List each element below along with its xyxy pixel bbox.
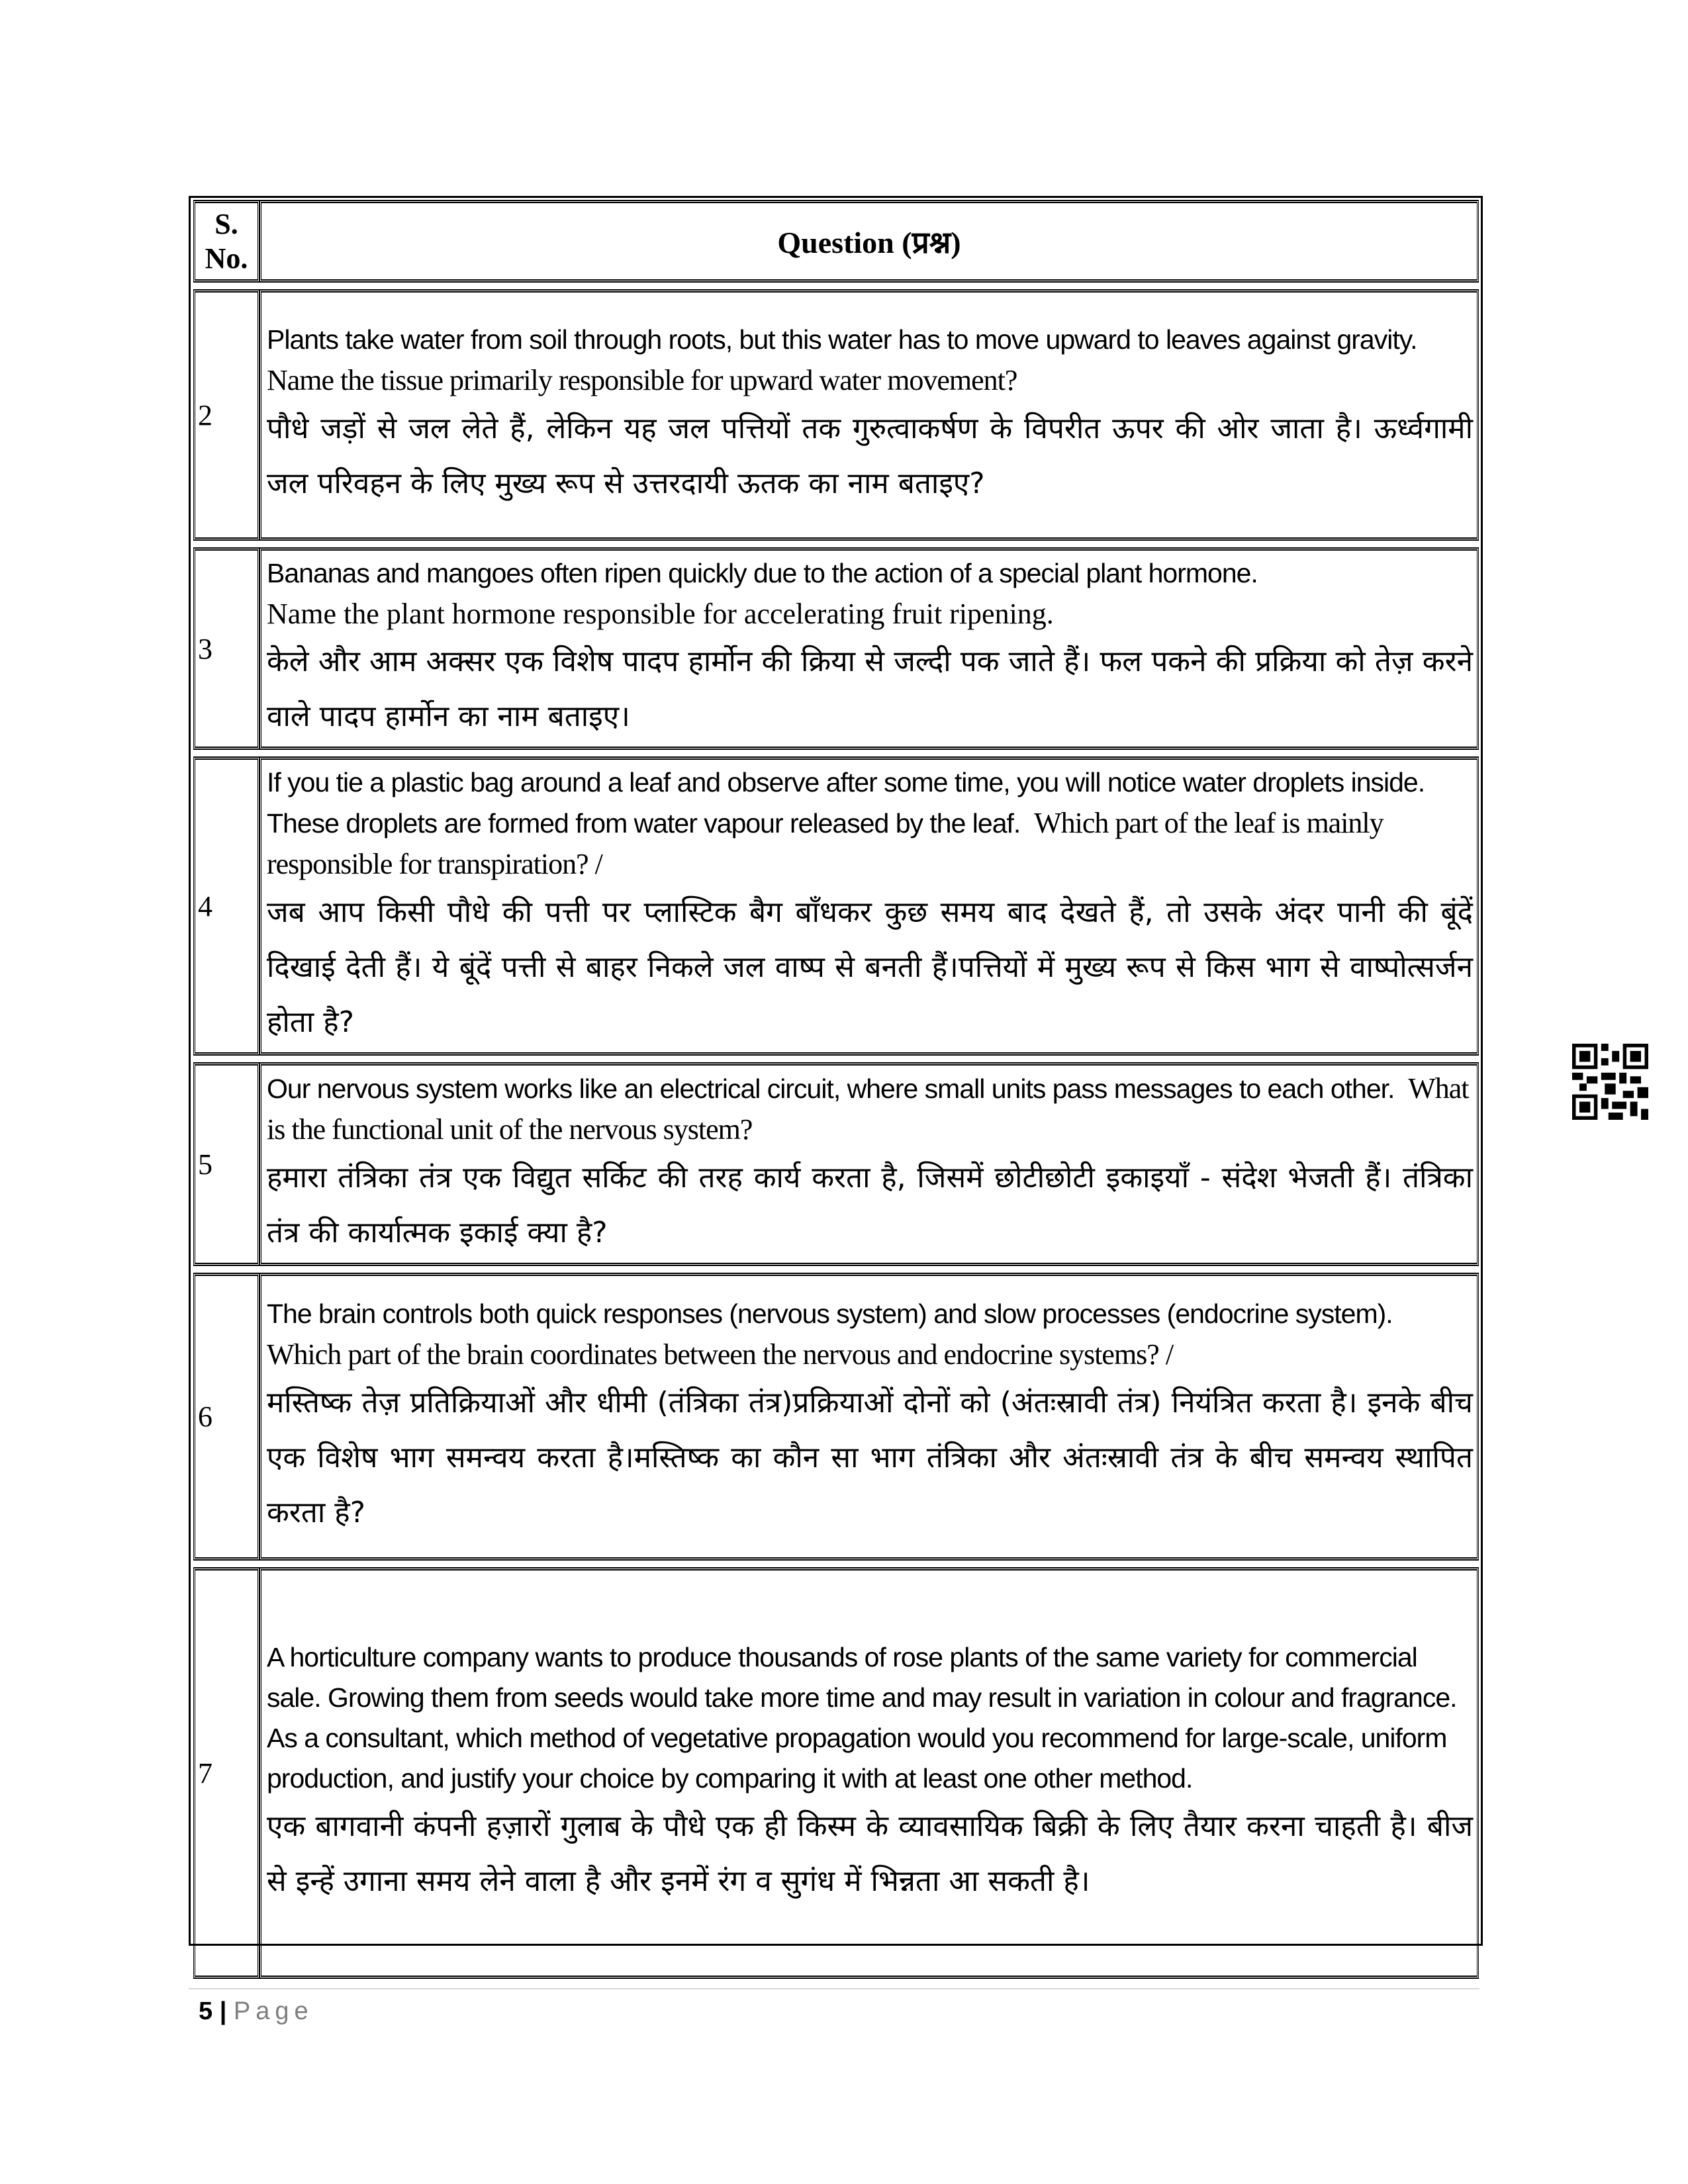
question-text <box>259 1062 1479 1266</box>
table-row <box>193 547 1479 750</box>
table-row <box>193 1567 1479 1979</box>
question-text <box>259 1273 1479 1561</box>
question-english: Our nervous system works like an electrical circuit, where small units pass messages to each other. What is the functional unit of the nervous system? <box>267 1072 1469 1146</box>
question-hindi: मस्तिष्क तेज़ प्रतिक्रियाओं और धीमी (तंत्रिका तंत्र)प्रक्रियाओं दोनों को (अंतःस्रावी तंत्र) नियंत्रित करता है। इनके बीच एक विशेष भाग समन्वय करता है।मस्तिष्क का कौन सा भाग तंत्रिका और अंतःस्रावी तंत्र के बीच समन्वय स्थापित करता है? <box>267 1385 1473 1529</box>
question-english: If you tie a plastic bag around a leaf and observe after some time, you will notice water droplets inside. These droplets are formed from water vapour released by the leaf. Which part of the leaf is mainly responsible for transpiration? / <box>267 767 1425 880</box>
question-text <box>259 1567 1479 1979</box>
question-text <box>259 289 1479 541</box>
question-english-2: As a consultant, which method of vegetative propagation would you recommend for large-scale, uniform production, and justify your choice by comparing it with at least one other method. <box>267 1723 1447 1794</box>
question-english: Bananas and mangoes often ripen quickly due to the action of a special plant hormone. <box>267 558 1258 588</box>
footer-separator: | <box>219 1997 227 2025</box>
question-number: 5 <box>193 1062 259 1266</box>
table-row <box>193 1062 1479 1266</box>
question-hindi: पौधे जड़ों से जल लेते हैं, लेकिन यह जल पत्तियों तक गुरुत्वाकर्षण के विपरीत ऊपर की ओर जाता है। ऊर्ध्वगामी जल परिवहन के लिए मुख्य रूप से उत्तरदायी ऊतक का नाम बताइए? <box>267 411 1473 500</box>
question-table <box>193 193 1479 1985</box>
sno-header: S. No. <box>193 200 259 283</box>
question-header: Question (प्रश्न) <box>259 200 1479 283</box>
page-footer <box>199 1997 314 2026</box>
question-english-serif: Name the plant hormone responsible for accelerating fruit ripening. <box>267 598 1054 630</box>
question-number: 2 <box>193 289 259 541</box>
table-row <box>193 1273 1479 1561</box>
question-number: 7 <box>193 1567 259 1979</box>
question-hindi: जब आप किसी पौधे की पत्ती पर प्लास्टिक बैग बाँधकर कुछ समय बाद देखते हैं, तो उसके अंदर पानी की बूंदें दिखाई देती हैं। ये बूंदें पत्ती से बाहर निकले जल वाष्प से बनती हैं।पत्तियों में मुख्य रूप से किस भाग से वाष्पोत्सर्जन होता है? <box>267 895 1473 1039</box>
page-label: Page <box>233 1997 314 2025</box>
table-header-row <box>193 200 1479 283</box>
question-text <box>259 547 1479 750</box>
page-number: 5 <box>199 1997 213 2025</box>
question-hindi: हमारा तंत्रिका तंत्र एक विद्युत सर्किट की तरह कार्य करता है, जिसमें छोटीछोटी इकाइयाँ - संदेश भेजती हैं। तंत्रिका तंत्र की कार्यात्मक इकाई क्या है? <box>267 1161 1473 1250</box>
question-number: 6 <box>193 1273 259 1561</box>
question-number: 4 <box>193 756 259 1056</box>
question-hindi: एक बागवानी कंपनी हज़ारों गुलाब के पौधे एक ही किस्म के व्यावसायिक बिक्री के लिए तैयार करना चाहती है। बीज से इन्हें उगाना समय लेने वाला है और इनमें रंग व सुगंध में भिन्नता आ सकती है। <box>267 1809 1473 1898</box>
question-number: 3 <box>193 547 259 750</box>
question-text <box>259 756 1479 1056</box>
question-english: The brain controls both quick responses (nervous system) and slow processes (endocrine system). Which part of the brain coordinates between the nervous and endocrine systems? / <box>267 1298 1393 1371</box>
question-english: Plants take water from soil through roots, but this water has to move upward to leaves against gravity. Name the tissue primarily responsible for upward water movement? <box>267 324 1417 396</box>
table-row <box>193 289 1479 541</box>
question-hindi: केले और आम अक्सर एक विशेष पादप हार्मोन की क्रिया से जल्दी पक जाते हैं। फल पकने की प्रक्रिया को तेज़ करने वाले पादप हार्मोन का नाम बताइए। <box>267 645 1473 733</box>
qr-code <box>1572 1044 1648 1120</box>
table-row <box>193 756 1479 1056</box>
question-english: A horticulture company wants to produce thousands of rose plants of the same variety for commercial sale. Growing them from seeds would take more time and may result in variation in colour and fragrance. <box>267 1642 1457 1713</box>
footer-divider <box>189 1988 1479 1989</box>
